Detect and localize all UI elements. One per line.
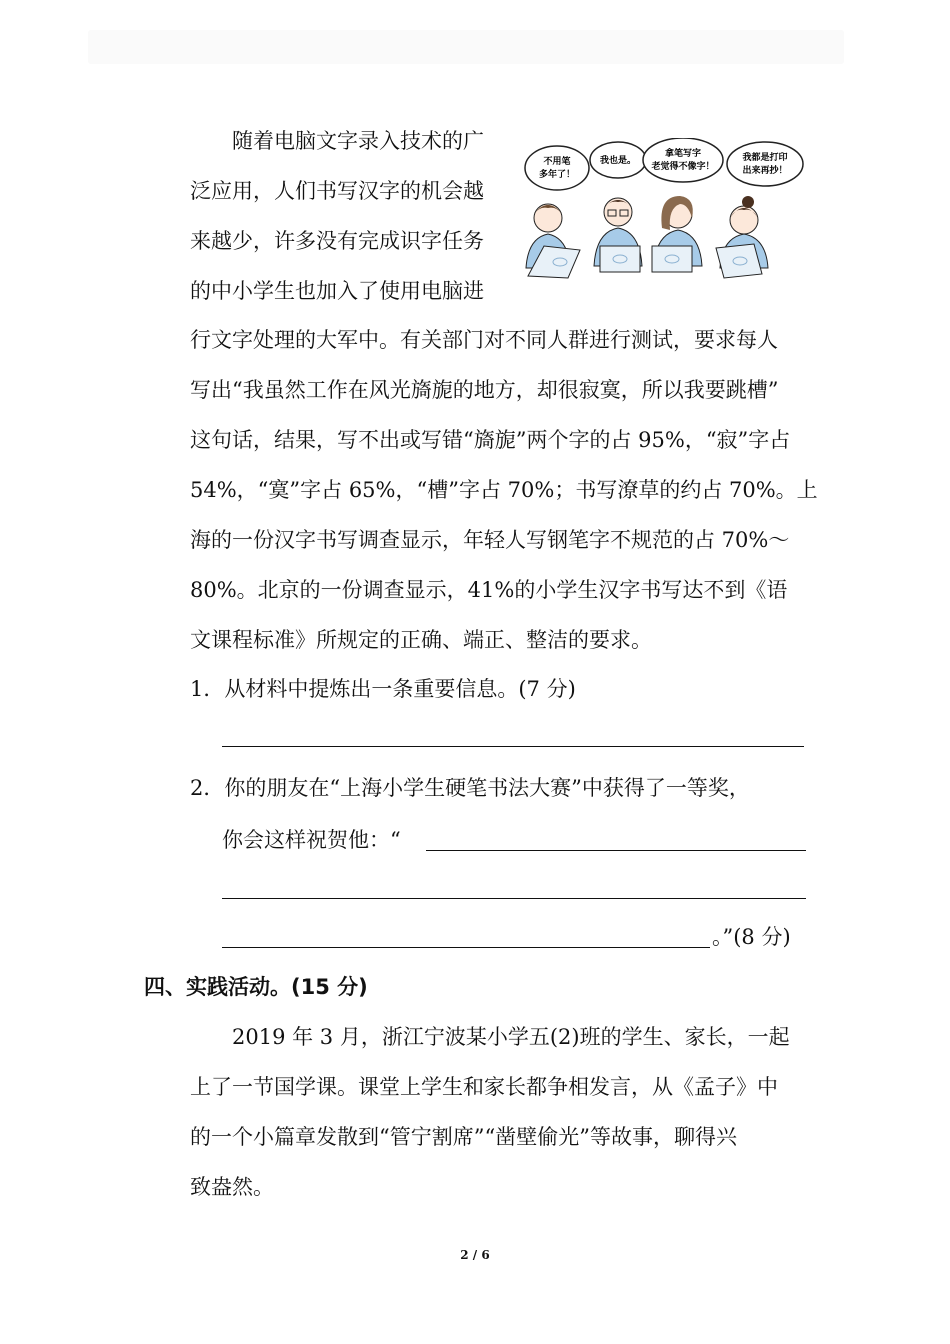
passage-line: 的中小学生也加入了使用电脑进 [190,279,484,303]
passage-line: 行文字处理的大军中。有关部门对不同人群进行测试，要求每人 [190,328,778,352]
question-1: 1．从材料中提炼出一条重要信息。(7 分) [190,677,576,701]
question-2: 2．你的朋友在“上海小学生硬笔书法大赛”中获得了一等奖， [190,776,750,800]
section4-line: 的一个小篇章发散到“管宁割席”“凿壁偷光”等故事，聊得兴 [190,1125,737,1149]
laptop-icon [600,246,640,272]
header-bar [88,30,844,64]
bubble-text: 多年了！ [538,170,576,180]
section4-line: 2019 年 3 月，浙江宁波某小学五(2)班的学生、家长，一起 [232,1025,790,1049]
speech-bubble [727,142,803,186]
speech-bubble [590,142,646,178]
answer-line-q2[interactable] [426,850,806,851]
passage-line: 海的一份汉字书写调查显示，年轻人写钢笔字不规范的占 70%～ [190,528,790,552]
passage-line: 随着电脑文字录入技术的广 [232,129,484,153]
passage-line: 来越少，许多没有完成识字任务 [190,229,484,253]
passage-line: 80%。北京的一份调查显示，41%的小学生汉字书写达不到《语 [190,578,788,602]
section4-line: 上了一节国学课。课堂上学生和家长都争相发言，从《孟子》中 [190,1075,778,1099]
answer-line-q2[interactable] [222,898,806,899]
speech-bubble [643,138,723,182]
passage-line: 写出“我虽然工作在风光旖旎的地方，却很寂寞，所以我要跳槽” [190,378,779,402]
question-2-prompt: 你会这样祝贺他：“ [222,828,401,852]
bubble-text: 拿笔写字 [664,149,702,159]
bubble-text: 不用笔 [543,157,571,167]
answer-line-q1[interactable] [222,746,804,747]
section4-line: 致盎然。 [190,1175,274,1199]
bubble-text: 我都是打印 [742,153,788,163]
passage-line: 泛应用，人们书写汉字的机会越 [190,179,484,203]
bubble-text: 出来再抄！ [742,166,788,176]
section-title: 四、实践活动。(15 分) [144,975,368,999]
bubble-text: 我也是。 [599,156,637,166]
bubble-text: 老觉得不像字！ [651,162,715,172]
laptop-icon [716,244,762,278]
answer-line-q2[interactable] [222,947,710,948]
passage-line: 54%，“寞”字占 65%，“槽”字占 70%；书写潦草的约占 70%。上 [190,478,818,502]
passage-line: 文课程标准》所规定的正确、端正、整洁的要求。 [190,628,652,652]
passage-line: 这句话，结果，写不出或写错“旖旎”两个字的占 95%，“寂”字占 [190,428,791,452]
page-number: 2 / 6 [460,1248,490,1262]
speech-bubble [525,146,589,190]
students-laptops-illustration [520,138,810,283]
question-2-ending: 。”(8 分) [712,925,791,949]
laptop-icon [652,246,692,272]
